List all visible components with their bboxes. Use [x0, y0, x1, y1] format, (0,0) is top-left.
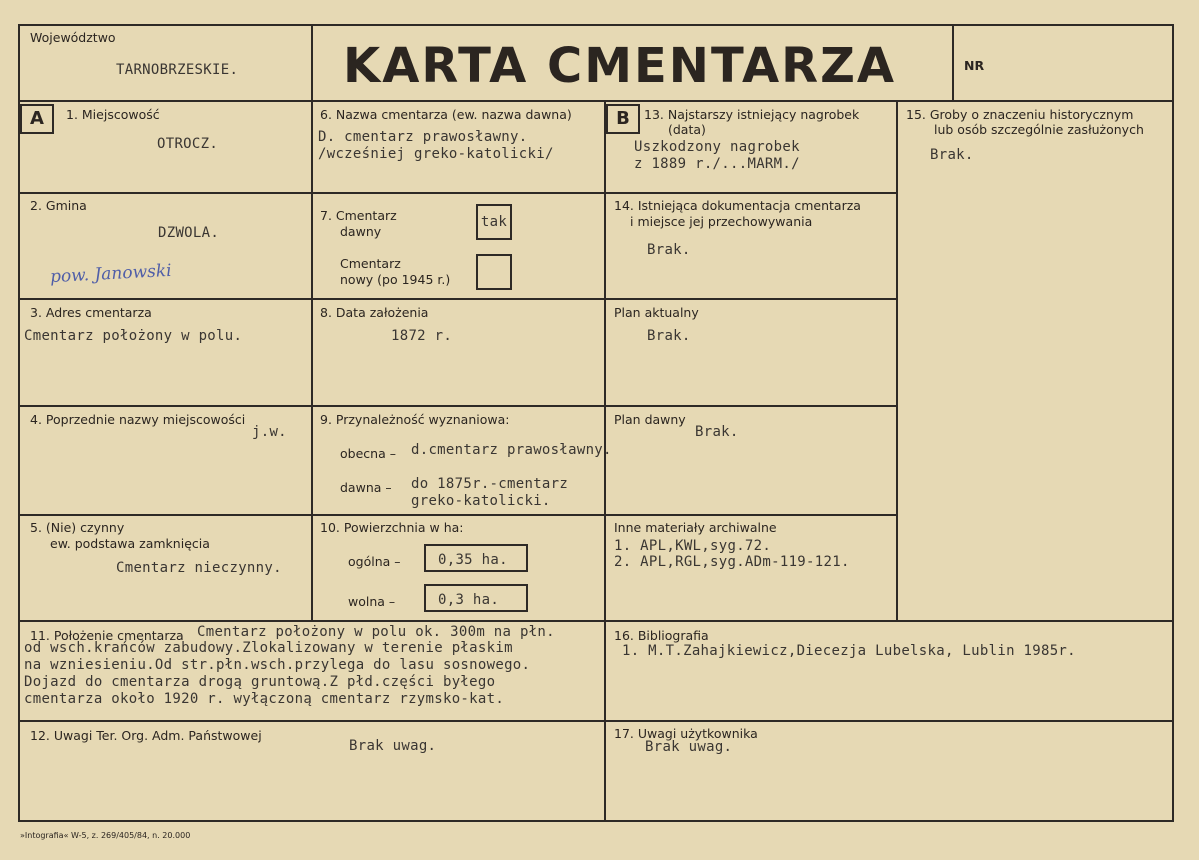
bottom-border	[18, 820, 1174, 822]
col-divider-2	[604, 100, 606, 820]
field-13-label: 13. Najstarszy istniejący nagrobek	[644, 107, 860, 122]
field-1-value: OTROCZ.	[157, 136, 219, 152]
field-2-value: DZWOLA.	[158, 225, 220, 241]
field-10-label: 10. Powierzchnia w ha:	[320, 520, 464, 535]
wojewodztwo-label: Województwo	[30, 30, 116, 45]
field-11-value-line1: Cmentarz położony w polu ok. 300m na płn.	[197, 624, 555, 640]
field-10-ogolna-value[interactable]: 0,35 ha.	[424, 544, 528, 572]
nr-label: NR	[964, 58, 985, 73]
row-divider-5	[18, 620, 1174, 622]
field-14-sublabel: i miejsce jej przechowywania	[630, 214, 813, 229]
field-11-label: 11. Położenie cmentarza	[30, 628, 184, 643]
top-border	[18, 24, 1174, 26]
field-11-value-line4: Dojazd do cmentarza drogą gruntową.Z płd.części byłego	[24, 674, 496, 690]
field-9-dawna-label: dawna –	[340, 480, 392, 495]
field-2-label: 2. Gmina	[30, 198, 87, 213]
header-divider	[18, 100, 1174, 102]
field-7-dawny-label: dawny	[340, 224, 382, 239]
field-13-value-line2: z 1889 r./...MARM./	[634, 156, 800, 172]
field-3-value: Cmentarz położony w polu.	[24, 328, 243, 344]
field-6-label: 6. Nazwa cmentarza (ew. nazwa dawna)	[320, 107, 572, 122]
field-11-value-line5: cmentarza około 1920 r. wyłączoną cmentarz rzymsko-kat.	[24, 691, 505, 707]
col-divider-1	[311, 24, 313, 620]
card-title: KARTA CMENTARZA	[343, 38, 897, 94]
field-7-dawny-checkbox[interactable]: tak	[476, 204, 512, 240]
field-14-label: 14. Istniejąca dokumentacja cmentarza	[614, 198, 861, 213]
right-border	[1172, 24, 1174, 822]
col-divider-3	[896, 100, 898, 620]
field-11-value-line2: od wsch.krańców zabudowy.Zlokalizowany w terenie płaskim	[24, 640, 513, 656]
inne-materialy-line2: 2. APL,RGL,syg.ADm-119-121.	[614, 554, 850, 570]
field-9-obecna-value: d.cmentarz prawosławny.	[411, 442, 612, 458]
field-2-handwritten-note: pow. Janowski	[49, 260, 173, 288]
left-border	[18, 24, 20, 822]
row-divider-4	[18, 514, 896, 516]
field-7-nowy-label: Cmentarz	[340, 256, 401, 271]
field-4-value: j.w.	[252, 424, 287, 440]
field-15-value: Brak.	[930, 147, 974, 163]
field-13-value-line1: Uszkodzony nagrobek	[634, 139, 800, 155]
plan-dawny-label: Plan dawny	[614, 412, 686, 427]
field-11-value-line3: na wzniesieniu.Od str.płn.wsch.przylega do lasu sosnowego.	[24, 657, 531, 673]
field-16-label: 16. Bibliografia	[614, 628, 709, 643]
field-16-value: 1. M.T.Zahajkiewicz,Diecezja Lubelska, Lublin 1985r.	[622, 643, 1076, 659]
field-6-value-line2: /wcześniej greko-katolicki/	[318, 146, 554, 162]
field-15-label: 15. Groby o znaczeniu historycznym	[906, 107, 1134, 122]
field-9-dawna-value-line1: do 1875r.-cmentarz	[411, 476, 569, 492]
plan-dawny-value: Brak.	[695, 424, 739, 440]
field-9-obecna-label: obecna –	[340, 446, 396, 461]
field-5-sublabel: ew. podstawa zamknięcia	[50, 536, 210, 551]
inne-materialy-line1: 1. APL,KWL,syg.72.	[614, 538, 772, 554]
field-17-value: Brak uwag.	[645, 739, 733, 755]
printer-imprint: »Intografia« W-5, z. 269/405/84, n. 20.000	[20, 831, 191, 840]
field-4-label: 4. Poprzednie nazwy miejscowości	[30, 412, 246, 427]
field-5-value: Cmentarz nieczynny.	[116, 560, 282, 576]
section-b-badge: B	[606, 104, 640, 134]
field-9-dawna-value-line2: greko-katolicki.	[411, 493, 551, 509]
row-divider-3	[18, 405, 896, 407]
field-13-sublabel: (data)	[668, 122, 706, 137]
header-nr-divider	[952, 24, 954, 100]
field-7-nowy-sublabel: nowy (po 1945 r.)	[340, 272, 451, 287]
field-14-value: Brak.	[647, 242, 691, 258]
field-12-value: Brak uwag.	[349, 738, 437, 754]
field-1-label: 1. Miejscowość	[66, 107, 160, 122]
field-10-wolna-value[interactable]: 0,3 ha.	[424, 584, 528, 612]
field-8-label: 8. Data założenia	[320, 305, 429, 320]
section-a-badge: A	[20, 104, 54, 134]
field-15-sublabel: lub osób szczególnie zasłużonych	[934, 122, 1144, 137]
row-divider-1	[18, 192, 896, 194]
field-6-value-line1: D. cmentarz prawosławny.	[318, 129, 528, 145]
field-5-label: 5. (Nie) czynny	[30, 520, 125, 535]
row-divider-6	[18, 720, 1174, 722]
plan-aktualny-value: Brak.	[647, 328, 691, 344]
field-7-nowy-checkbox[interactable]	[476, 254, 512, 290]
field-8-value: 1872 r.	[391, 328, 453, 344]
field-3-label: 3. Adres cmentarza	[30, 305, 152, 320]
field-17-label: 17. Uwagi użytkownika	[614, 726, 758, 741]
wojewodztwo-value: TARNOBRZESKIE.	[116, 62, 239, 78]
field-10-wolna-label: wolna –	[348, 594, 396, 609]
field-12-label: 12. Uwagi Ter. Org. Adm. Państwowej	[30, 728, 262, 743]
field-10-ogolna-label: ogólna –	[348, 554, 401, 569]
plan-aktualny-label: Plan aktualny	[614, 305, 699, 320]
field-7-label: 7. Cmentarz	[320, 208, 397, 223]
inne-materialy-label: Inne materiały archiwalne	[614, 520, 777, 535]
field-9-label: 9. Przynależność wyznaniowa:	[320, 412, 510, 427]
row-divider-2	[18, 298, 896, 300]
